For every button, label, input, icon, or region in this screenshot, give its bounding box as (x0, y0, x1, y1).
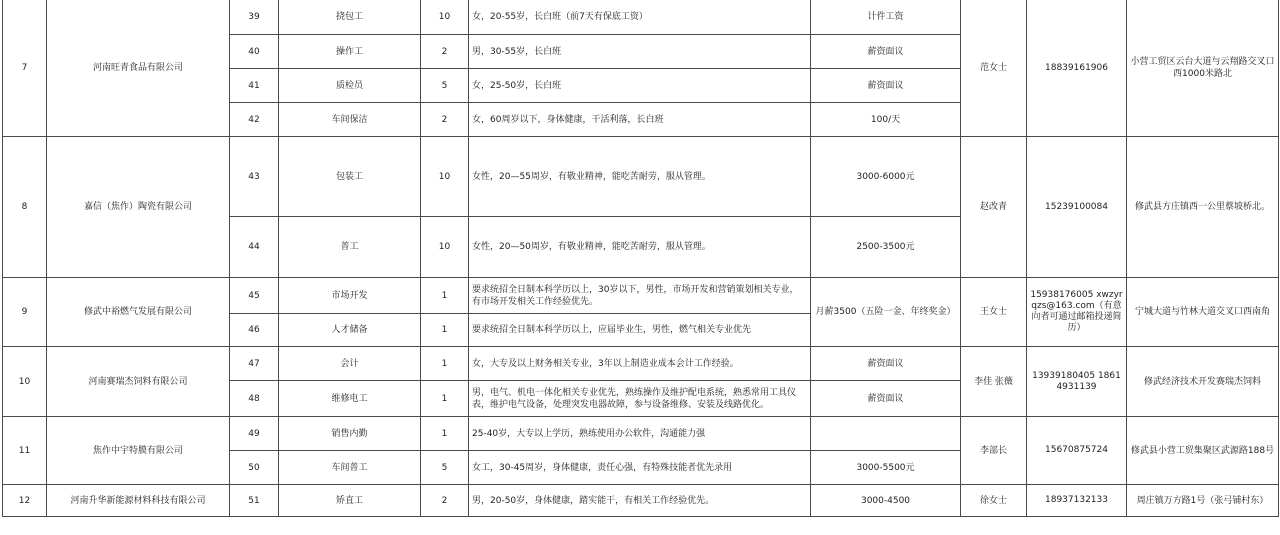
contact-phone: 15239100084 (1027, 137, 1127, 278)
job-id: 43 (230, 137, 279, 217)
contact-person: 徐女士 (961, 485, 1027, 517)
company-number: 12 (3, 485, 47, 517)
contact-phone-email: 15938176005 xwzyrqzs@163.com（有意向者可通过邮箱投递简历） (1027, 278, 1127, 347)
job-salary: 薪资面议 (811, 35, 961, 69)
job-listing-table (2, 0, 1279, 517)
contact-person: 范女士 (961, 0, 1027, 137)
contact-person: 王女士 (961, 278, 1027, 347)
job-count: 1 (421, 314, 469, 347)
company-number: 9 (3, 278, 47, 347)
job-salary: 100/天 (811, 103, 961, 137)
company-number: 10 (3, 347, 47, 417)
job-count: 5 (421, 69, 469, 103)
job-requirements: 女，大专及以上财务相关专业，3年以上制造业成本会计工作经验。 (469, 347, 811, 381)
job-salary: 薪资面议 (811, 381, 961, 417)
contact-person: 赵改青 (961, 137, 1027, 278)
job-title: 车间保洁 (279, 103, 421, 137)
company-address: 周庄镇万方路1号（张弓铺村东） (1127, 485, 1279, 517)
job-count: 1 (421, 278, 469, 314)
job-id: 48 (230, 381, 279, 417)
contact-person: 李佳 张薇 (961, 347, 1027, 417)
job-count: 2 (421, 35, 469, 69)
table-row (3, 347, 1279, 381)
table-row (3, 485, 1279, 517)
job-count: 10 (421, 217, 469, 278)
job-count: 10 (421, 0, 469, 35)
job-count: 2 (421, 103, 469, 137)
job-title: 包装工 (279, 137, 421, 217)
job-salary: 薪资面议 (811, 69, 961, 103)
company-number: 8 (3, 137, 47, 278)
job-id: 40 (230, 35, 279, 69)
job-count: 1 (421, 417, 469, 451)
job-requirements: 男，30-55岁，长白班 (469, 35, 811, 69)
job-count: 5 (421, 451, 469, 485)
job-id: 42 (230, 103, 279, 137)
table-row (3, 417, 1279, 451)
contact-phone: 18839161906 (1027, 0, 1127, 137)
job-title: 普工 (279, 217, 421, 278)
job-title: 车间普工 (279, 451, 421, 485)
job-title: 销售内勤 (279, 417, 421, 451)
company-address: 修武县小营工贸集聚区武源路188号 (1127, 417, 1279, 485)
job-id: 46 (230, 314, 279, 347)
job-requirements: 女，60周岁以下，身体健康，干活利落，长白班 (469, 103, 811, 137)
company-address: 宁城大道与竹林大道交叉口西南角 (1127, 278, 1279, 347)
job-salary (811, 417, 961, 451)
job-requirements: 女性，20—55周岁，有敬业精神，能吃苦耐劳，服从管理。 (469, 137, 811, 217)
contact-phone: 13939180405 18614931139 (1027, 347, 1127, 417)
company-name: 焦作中宇特膜有限公司 (47, 417, 230, 485)
job-title: 市场开发 (279, 278, 421, 314)
job-salary: 3000-4500 (811, 485, 961, 517)
job-salary: 薪资面议 (811, 347, 961, 381)
job-requirements: 25-40岁，大专以上学历，熟练使用办公软件，沟通能力强 (469, 417, 811, 451)
job-title: 挠包工 (279, 0, 421, 35)
company-number: 7 (3, 0, 47, 137)
company-number: 11 (3, 417, 47, 485)
job-requirements: 男，20-50岁，身体健康，踏实能干，有相关工作经验优先。 (469, 485, 811, 517)
job-id: 50 (230, 451, 279, 485)
job-title: 质检员 (279, 69, 421, 103)
job-title: 会计 (279, 347, 421, 381)
job-title: 矫直工 (279, 485, 421, 517)
job-id: 51 (230, 485, 279, 517)
job-count: 10 (421, 137, 469, 217)
job-id: 49 (230, 417, 279, 451)
job-id: 45 (230, 278, 279, 314)
job-title: 人才储备 (279, 314, 421, 347)
job-requirements: 女工，30-45周岁，身体健康，责任心强，有特殊技能者优先录用 (469, 451, 811, 485)
company-name: 嘉信（焦作）陶瓷有限公司 (47, 137, 230, 278)
job-salary: 3000-6000元 (811, 137, 961, 217)
job-salary: 3000-5500元 (811, 451, 961, 485)
job-title: 维修电工 (279, 381, 421, 417)
job-count: 1 (421, 347, 469, 381)
job-requirements: 要求统招全日制本科学历以上，30岁以下，男性，市场开发和营销策划相关专业，有市场开发相关工作经验优先。 (469, 278, 811, 314)
job-count: 1 (421, 381, 469, 417)
job-title: 操作工 (279, 35, 421, 69)
job-id: 41 (230, 69, 279, 103)
contact-phone: 18937132133 (1027, 485, 1127, 517)
job-salary: 2500-3500元 (811, 217, 961, 278)
table-row (3, 0, 1279, 35)
company-address: 修武县方庄镇西一公里蔡坡桥北。 (1127, 137, 1279, 278)
contact-phone: 15670875724 (1027, 417, 1127, 485)
job-requirements: 要求统招全日制本科学历以上，应届毕业生，男性，燃气相关专业优先 (469, 314, 811, 347)
job-requirements: 女，25-50岁，长白班 (469, 69, 811, 103)
job-id: 39 (230, 0, 279, 35)
company-name: 修武中裕燃气发展有限公司 (47, 278, 230, 347)
company-name: 河南赛瑞杰饲料有限公司 (47, 347, 230, 417)
company-address: 小营工贸区云台大道与云翔路交叉口西1000米路北 (1127, 0, 1279, 137)
table-row (3, 278, 1279, 314)
table-row (3, 137, 1279, 217)
job-requirements: 男，电气、机电一体化相关专业优先，熟练操作及维护配电系统，熟悉常用工具仪表，维护电气设备，处理突发电器故障，参与设备维修、安装及线路优化。 (469, 381, 811, 417)
company-address: 修武经济技术开发赛瑞杰饲料 (1127, 347, 1279, 417)
job-id: 44 (230, 217, 279, 278)
job-requirements: 女，20-55岁，长白班（前7天有保底工资） (469, 0, 811, 35)
job-id: 47 (230, 347, 279, 381)
job-requirements: 女性，20—50周岁，有敬业精神，能吃苦耐劳，服从管理。 (469, 217, 811, 278)
company-name: 河南升华新能源材料科技有限公司 (47, 485, 230, 517)
company-name: 河南旺青食品有限公司 (47, 0, 230, 137)
contact-person: 李部长 (961, 417, 1027, 485)
job-salary: 计件工资 (811, 0, 961, 35)
job-salary: 月薪3500（五险一金、年终奖金） (811, 278, 961, 347)
job-count: 2 (421, 485, 469, 517)
